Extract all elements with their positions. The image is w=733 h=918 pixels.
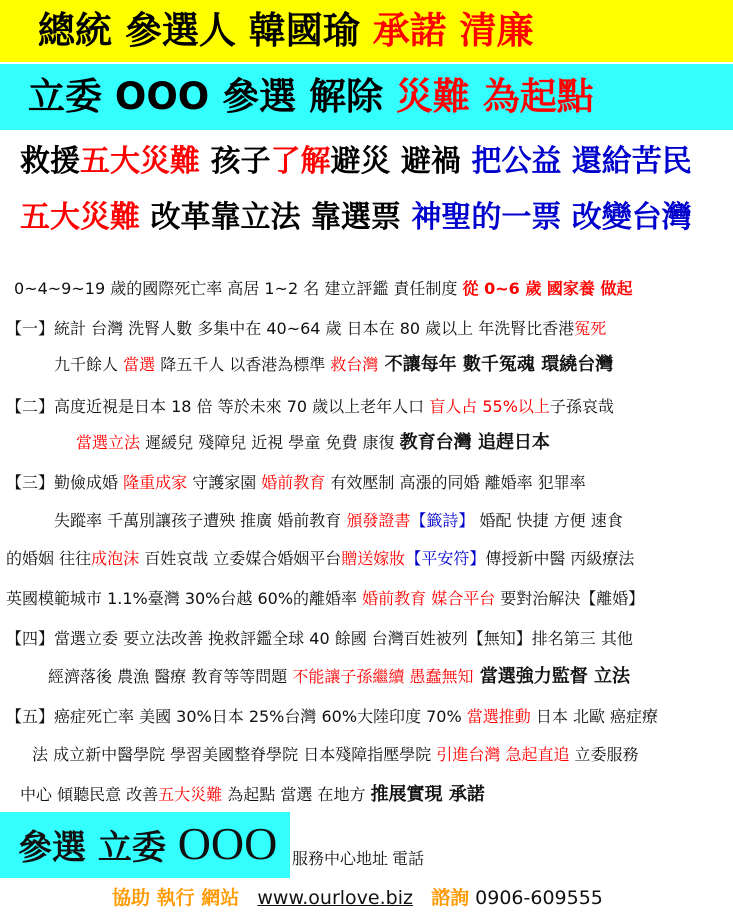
body-text-segment: 0~4~9~19 歲的國際死亡率 高居 1~2 名 建立評鑑 責任制度 [14,279,463,298]
body-text-segment: 教育台灣 追趕日本 [399,432,550,453]
body-text-segment: 推展實現 承諾 [370,784,485,805]
body-text-segment: 隆重成家 [123,473,188,492]
footer-title [18,820,277,872]
body-text-segment: 九千餘人 [54,355,124,374]
body-text-segment: 有效壓制 高漲的同婚 離婚率 犯罪率 [325,473,586,492]
org-label: 協助 執行 網站 [112,887,240,909]
service-center-text: 服務中心地址 電話 [292,851,425,868]
body-text-segment: 日本 北歐 癌症療 [530,707,659,726]
body-text-segment: 英國模範城市 1.1%臺灣 30%台越 60%的離婚率 [6,589,363,608]
body-line [20,784,485,806]
body-text-segment: 冤死 [574,319,607,338]
body-text-segment: 五大災難 [158,785,223,804]
banner2-part: 立委 OOO 參選 解除 [28,75,396,118]
body-text-segment: 頒發證書 [346,511,411,530]
website-link[interactable]: www.ourlove.biz [257,887,413,909]
body-text-segment: 婚前教育 媒合平台 [362,589,496,608]
body-line [6,588,644,610]
body-text-segment: 從 0~6 歲 國家養 做起 [462,279,633,298]
body-text-segment: 【五】癌症死亡率 美國 30%日本 25%台灣 60%大陸印度 70% [6,707,467,726]
body-text-segment: 【平安符】 [405,549,486,568]
body-text-segment: 子孫哀哉 [549,397,614,416]
body-text-segment: 【籤詩】 [410,511,475,530]
body-text-segment: 【四】當選立委 要立法改善 挽救評鑑全球 40 餘國 台灣百姓被列【無知】排名第三 其他 [6,629,633,648]
body-text-segment: 贈送嫁妝 [341,549,406,568]
body-line [54,510,623,532]
headline4-part: 神聖的一票 改變台灣 [411,200,692,235]
headline-president [38,8,534,54]
body-text-segment: 遲緩兒 殘障兒 近視 學童 免費 康復 [140,433,400,452]
body-text-segment: 法 成立新中醫學院 學習美國整脊學院 日本殘障指壓學院 [32,745,437,764]
body-line [32,744,639,766]
body-text-segment: 婚前教育 [261,473,326,492]
body-line [6,472,586,494]
body-text-segment: 守護家園 [187,473,262,492]
body-text-segment: 成泡沫 [91,549,140,568]
body-line [6,628,633,650]
body-text-segment: 傳授新中醫 丙級療法 [485,549,635,568]
body-text-segment: 【二】高度近視是日本 18 倍 等於未來 70 歲以上老年人口 [6,397,430,416]
body-text-segment: 的婚姻 往往 [6,549,92,568]
body-text-segment: 要對治解決【離婚】 [495,589,645,608]
body-text-segment: 立委服務 [569,745,639,764]
body-line [76,432,550,454]
body-text-segment: 【三】勤儉成婚 [6,473,124,492]
body-line [48,666,630,688]
body-text-segment: 百姓哀哉 立委媒合婚姻平台 [139,549,342,568]
body-text-segment: 當選 [123,355,156,374]
headline-rescue [20,140,692,184]
body-text-segment: 降五千人 以香港為標準 [155,355,331,374]
body-text-segment: 引進台灣 急起直追 [436,745,570,764]
body-text-segment: 中心 傾聽民意 改善 [20,785,159,804]
headline-reform [20,196,692,240]
headline3-part: 把公益 還給苦民 [471,144,692,179]
headline3-part: 五大災難 [80,144,200,179]
body-line [6,706,658,728]
headline3-part: 救援 [20,144,80,179]
headline3-part: 避災 避禍 [330,144,472,179]
headline-legislator [28,72,594,122]
banner1-part: 總統 參選人 韓國瑜 [38,9,373,52]
body-text-segment: 不能讓子孫繼續 愚蠢無知 [292,667,474,686]
body-text-segment: 失蹤率 千萬別讓孩子遭殃 推廣 婚前教育 [54,511,347,530]
contact-line [112,884,603,912]
headline3-part: 了解 [270,144,331,179]
phone-number: 0906-609555 [475,887,603,909]
body-text-segment: 經濟落後 農漁 醫療 教育等等問題 [48,667,293,686]
body-line [6,396,614,418]
headline3-part: 孩子 [200,144,271,179]
body-text-segment: 當選強力監督 立法 [473,666,630,687]
body-text-segment: 救台灣 [330,355,379,374]
headline4-part: 改革靠立法 靠選票 [140,200,412,235]
body-text-segment: 當選立法 [76,433,141,452]
body-text-segment: 盲人占 55%以上 [429,397,550,416]
headline4-part: 五大災難 [20,200,140,235]
body-line [6,548,634,570]
body-text-segment: 為起點 當選 在地方 [222,785,371,804]
inquiry-label: 諮詢 [431,887,470,909]
body-text-segment: 【一】統計 台灣 洗腎人數 多集中在 40~64 歲 日本在 80 歲以上 年洗腎比香港 [6,319,575,338]
footer-title-label: 參選 立委 [18,828,178,868]
body-line [14,278,632,300]
banner2-part: 災難 為起點 [395,75,594,118]
body-text-segment: 不讓每年 數千冤魂 環繞台灣 [378,354,614,375]
body-line [6,318,606,340]
body-line [54,354,613,376]
banner1-part: 承諾 清廉 [372,9,534,52]
body-text-segment: 當選推動 [466,707,531,726]
body-text-segment: 婚配 快捷 方便 速食 [474,511,623,530]
footer-title-number: OOO [177,818,278,869]
